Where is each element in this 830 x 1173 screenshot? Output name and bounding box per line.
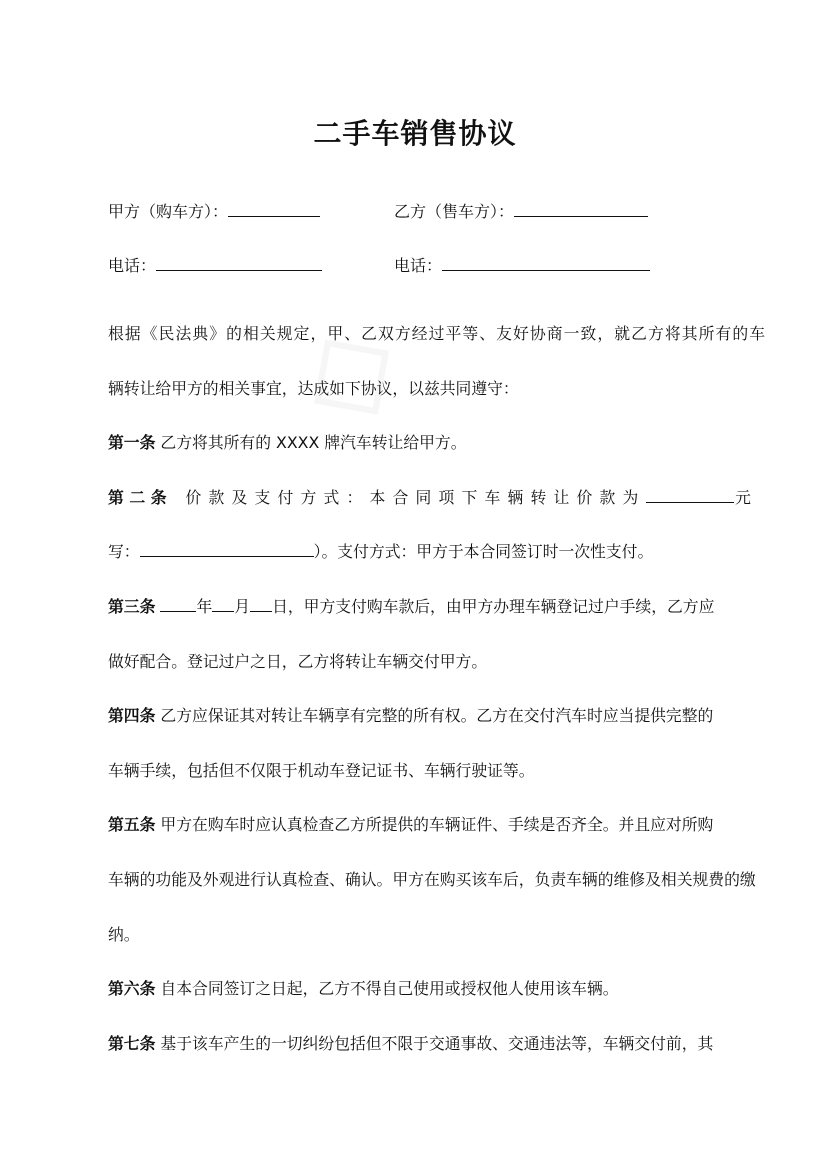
agreement-body [108,307,765,1071]
article-4-cont: 车辆手续，包括但不仅限于机动车登记证书、车辆行驶证等。 [108,760,535,780]
article-4 [108,689,765,744]
article-text: 基于该车产生的一切纠纷包括但不限于交通事故、交通违法等，车辆交付前，其 [155,1033,714,1053]
price-blank[interactable] [646,486,734,503]
article-text: ，甲方支付购车款后，由甲方办理车辆登记过户手续，乙方应 [287,596,715,616]
article-1 [108,416,765,471]
buyer-field [108,200,320,224]
month-label: 月 [234,596,251,616]
article-text: 乙方应保证其对转让车辆享有完整的所有权。乙方在交付汽车时应当提供完整的 [155,706,714,726]
article-6 [108,962,765,1017]
article-text: 元 [733,487,765,507]
day-label: 日 [272,596,288,616]
article-text: 乙方将其所有的 XXXX 牌汽车转让给甲方。 [155,433,467,453]
buyer-phone-blank[interactable] [156,254,322,271]
article-text: 甲方在购车时应认真检查乙方所提供的车辆证件、手续是否齐全。并且应对所购 [155,815,714,835]
article-5 [108,798,765,853]
article-text: ）。支付方式：甲方于本合同签订时一次性支付。 [313,542,654,562]
article-3-cont: 做好配合。登记过户之日，乙方将转让车辆交付甲方。 [108,651,488,671]
article-label: 第六条 [108,979,156,999]
article-label: 第二条 [108,487,173,507]
seller-blank[interactable] [514,200,648,217]
year-blank[interactable] [160,595,196,612]
seller-label: 乙方（售车方）： [394,202,515,221]
article-label: 第七条 [108,1033,156,1053]
seller-phone-field [394,254,650,278]
day-blank[interactable] [250,595,272,612]
article-text: 写： [108,542,140,562]
buyer-blank[interactable] [228,200,320,217]
page-title: 二手车销售协议 [313,117,517,150]
article-text: 价款及支付方式：本合同项下车辆转让价款为 [185,487,646,507]
article-label: 第三条 [108,596,156,616]
article-text: 自本合同签订之日起，乙方不得自己使用或授权他人使用该车辆。 [155,979,619,999]
preamble-line: 辆转让给甲方的相关事宜，达成如下协议，以兹共同遵守： [108,378,519,398]
article-label: 第五条 [108,815,156,835]
article-label: 第一条 [108,433,156,453]
buyer-phone-field [108,254,322,278]
article-label: 第四条 [108,706,156,726]
article-2-cont [108,525,765,580]
buyer-phone-label: 电话： [108,256,157,275]
article-7 [108,1017,765,1072]
seller-field [394,200,648,224]
price-words-blank[interactable] [140,540,314,557]
article-3 [108,580,765,635]
article-5-cont: 纳。 [108,924,140,944]
buyer-label: 甲方（购车方）： [108,202,229,221]
preamble-line: 根据《民法典》的相关规定，甲、乙双方经过平等、友好协商一致，就乙方将其所有的车 [108,324,765,343]
month-blank[interactable] [212,595,234,612]
article-2 [108,471,765,526]
article-5-cont: 车辆的功能及外观进行认真检查、确认。甲方在购买该车后，负责车辆的维修及相关规费的缴 [108,869,756,889]
seller-phone-label: 电话： [394,256,443,275]
year-label: 年 [196,596,213,616]
seller-phone-blank[interactable] [442,254,650,271]
